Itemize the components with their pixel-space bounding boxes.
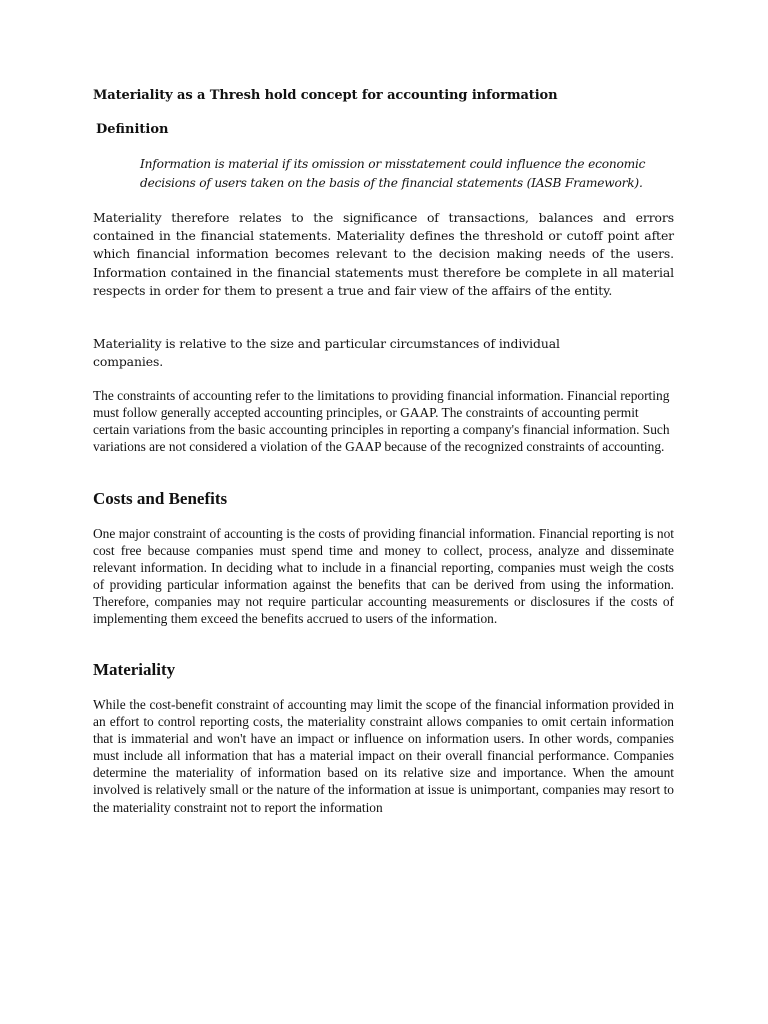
definition-heading: Definition xyxy=(96,122,169,137)
definition-quote: Information is material if its omission or misstatement could influence the economic decisions of users taken on the basis of the financial statements (IASB Framework). xyxy=(140,157,646,190)
paragraph-constraints: The constraints of accounting refer to the limitations to providing financial information. Financial reporting must follow generally accepted accounting principles, or GAAP. The constraints of accounting permit certain variations from the basic accounting principles in reporting a company's financial information. Such variations are not considered a violation of the GAAP because of the recognized constraints of accounting. xyxy=(93,388,670,455)
document-title: Materiality as a Thresh hold concept for accounting information xyxy=(93,88,558,103)
section-heading-costs-benefits: Costs and Benefits xyxy=(93,489,228,508)
section-body-costs-benefits: One major constraint of accounting is the costs of providing financial information. Financial reporting is not cost free because companies must spend time and money to collect, process, analyze and disseminate relevant information. In deciding what to include in a financial reporting, companies must weigh the costs of providing particular information against the benefits that can be derived from using the information. Therefore, companies may not require particular accounting measurements or disclosures if the costs of implementing them exceed the benefits accrued to users of the information. xyxy=(93,526,674,627)
section-body-materiality: While the cost-benefit constraint of accounting may limit the scope of the financial information provided in an effort to control reporting costs, the materiality constraint allows companies to omit certain information that is immaterial and won't have an impact or influence on information users. In other words, companies must include all information that has a material impact on their overall financial performance. Companies determine the materiality of information based on its relative size and importance. When the amount involved is relatively small or the nature of the information at issue is unimportant, companies may resort to the materiality constraint not to report the information xyxy=(93,697,674,815)
section-heading-materiality: Materiality xyxy=(93,660,176,679)
paragraph-materiality-significance: Materiality therefore relates to the significance of transactions, balances and errors contained in the financial statements. Materiality defines the threshold or cutoff point after which financial information becomes relevant to the decision making needs of the users. Information contained in the financial statements must therefore be complete in all material respects in order for them to present a true and fair view of the affairs of the entity. xyxy=(93,210,674,298)
paragraph-materiality-relative: Materiality is relative to the size and particular circumstances of individual companies. xyxy=(93,336,560,370)
